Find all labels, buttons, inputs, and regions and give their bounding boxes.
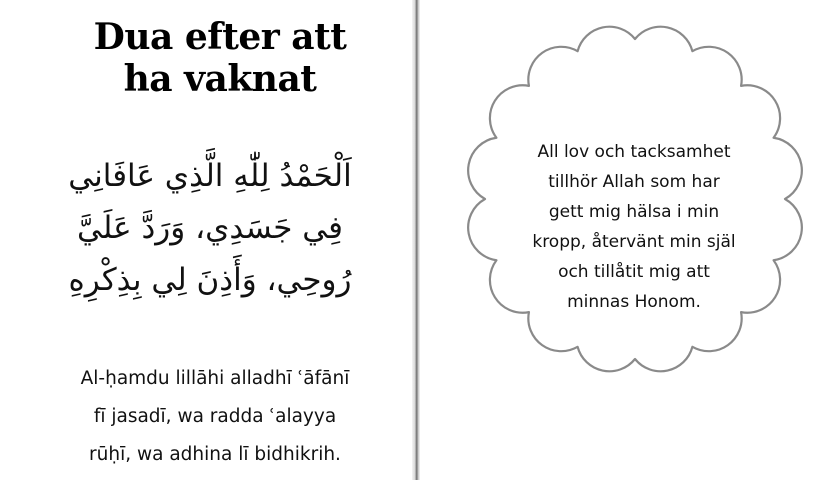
left-page — [0, 0, 412, 480]
page-title — [60, 16, 380, 100]
arabic-line: فِي جَسَدِي، وَرَدَّ عَلَيَّ — [77, 210, 343, 246]
translation-line: All lov och tacksamhet — [537, 142, 731, 162]
transliteration-text — [40, 360, 390, 474]
arabic-line: اَلْحَمْدُ لِلّٰهِ الَّذِي عَافَانِي — [68, 158, 352, 194]
arabic-line: رُوحِي، وَأَذِنَ لِي بِذِكْرِهِ — [68, 262, 352, 298]
title-line: Dua efter att — [93, 16, 347, 58]
translation-line: och tillåtit mig att — [558, 262, 710, 282]
swedish-translation-text — [488, 137, 780, 317]
title-line: ha vaknat — [123, 58, 317, 100]
arabic-dua-text — [40, 150, 380, 306]
translation-line: tillhör Allah som har — [548, 172, 720, 192]
transliteration-line: fī jasadī, wa radda ʿalayya — [93, 406, 337, 427]
translation-line: kropp, återvänt min själ — [532, 232, 736, 252]
transliteration-line: Al-ḥamdu lillāhi alladhī ʿāfānī — [80, 368, 350, 389]
right-page — [420, 0, 840, 480]
translation-line: minnas Honom. — [567, 292, 701, 312]
translation-line: gett mig hälsa i min — [548, 202, 720, 222]
transliteration-line: rūḥī, wa adhina lī bidhikrih. — [89, 444, 341, 465]
book-gutter — [412, 0, 420, 480]
